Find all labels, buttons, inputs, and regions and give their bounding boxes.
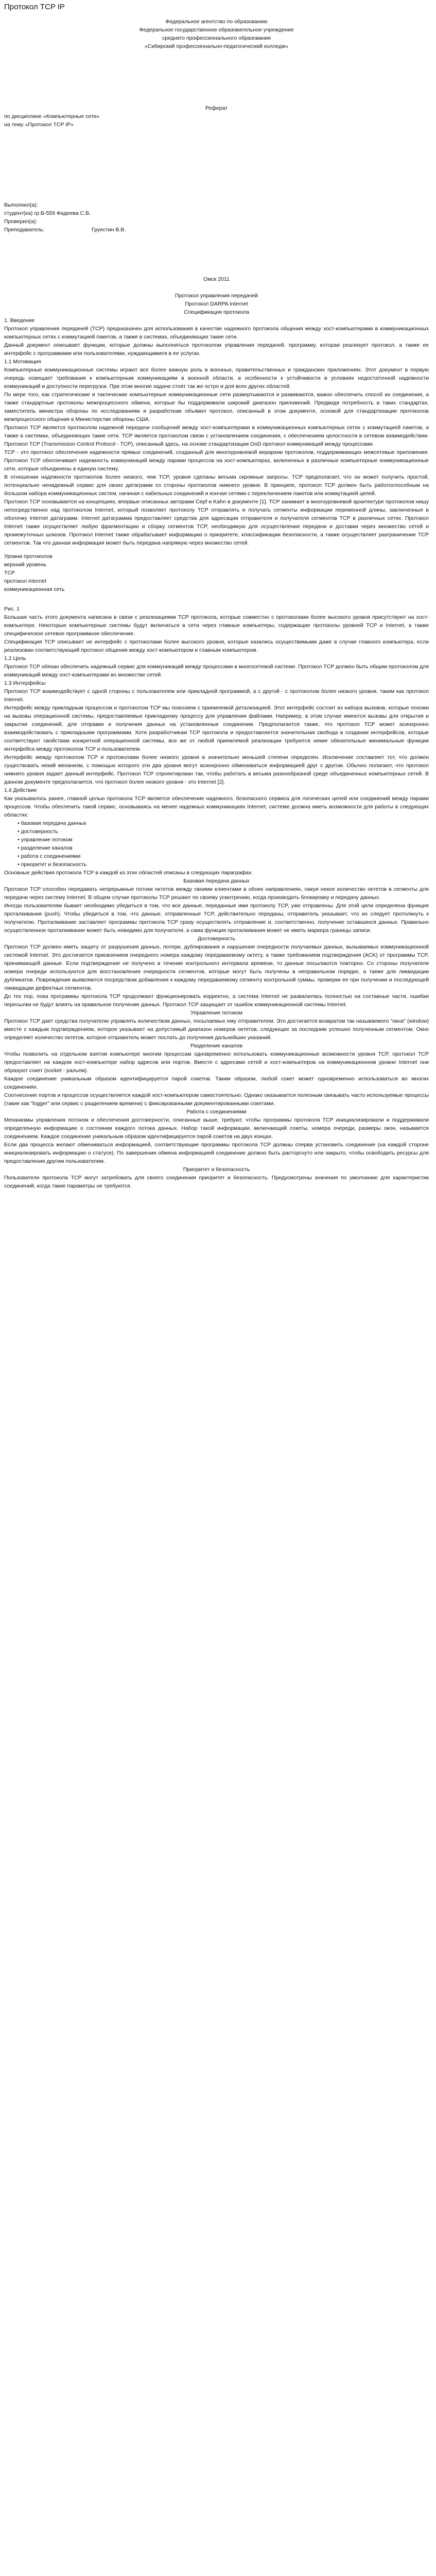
signature-row (4, 201, 429, 209)
signature-label: Проверил(а): (4, 218, 38, 225)
section-heading: Работа с соединениями (186, 1109, 247, 1115)
header-line: «Сибирский профессионально-педагогический колледж» (144, 43, 289, 49)
spacer (4, 547, 429, 552)
body-paragraph: В отношении надежности протоколов более низкого, чем TCP, уровня сделаны весьма скромные запросы. TCP предполагает, что он может получить простой, потенциально ненадежный сервис для своих датаграмм со стороны протоколов нижнего уровня. В принципе, протокол TCP должен быть работоспособным на большом набора коммуникационных систем, начиная с кабельных соединений и кончая сетями с переключением пакетов или коммутацией цепей. (4, 474, 429, 497)
body-paragraph: TCP - это протокол обеспечения надежности прямых соединений, созданный для многоуровневой иерархии протоколов, поддерживающих межсетевые приложения. Протокол TCP обеспечивает надежность коммуникаций между парами процессов на хост-компьютерах, включенных в различные компьютерные коммуникационные сети, которые объединены в единую систему. (4, 449, 429, 472)
body-paragraph: коммуникационная сеть (4, 586, 65, 592)
body-paragraph: Интерфейс между протоколом TCP и протоколами более низкого уровня в значительно меньшей степени определен. Исключение составляет тот, что должен существовать некий механизм, с помощью которого эти два уровня могут асинхронно обмениваться информацией друг с другом. Обычно полагают, что протокол нижнего уровня задает данный интерфейс. Протокол TCP спроектирован так, чтобы работать в весьма разнообразной среде объединенных компьютерных сетей. В данном документе предполагается, что протокол более низкого уровня - это Internet [2]. (4, 754, 429, 785)
bullet-item: • достоверность (18, 828, 58, 835)
bullet-item: • работа с соединениями (18, 853, 81, 859)
intro-line: Спецификация протокола (184, 309, 249, 315)
body-paragraph: Уровни протоколов (4, 553, 53, 560)
bullet-item: • управление потоком (18, 837, 73, 843)
body-paragraph: Протокол управления передачей (TCP) предназначен для использования в качестве надежного протокола общения между хост-компьютерами в коммуникационных компьютерных сетях с коммутацией пакетов, а также в системах, объединяющих такие сети. (4, 326, 429, 340)
body-paragraph: Протокол TCP обязан обеспечить надежный сервис для коммуникаций между процессами в многосетевой системе. Протокол TCP должен быть общим протоколом для коммуникаций между хост-компьютерами во множестве сетей. (4, 664, 429, 678)
signature-row (4, 209, 429, 217)
spacer (4, 129, 429, 201)
section-heading: 1.2 Цель (4, 655, 26, 662)
body-paragraph: Данный документ описывает функции, которые должны выполняться протоколом управления передачей, программу, которая реализует протокол, а также ее интерфейс с программами или пользователями, нуждающимися в ее услугах. (4, 342, 429, 357)
intro-block (4, 292, 429, 316)
intro-line: Протокол управления передачей (175, 293, 258, 299)
spacer (4, 50, 429, 104)
body-paragraph: Если два процесса желают обмениваться информацией, соответствующие программы протокола TCP должны сперва установить соединение (на каждой стороне инициализировать информацию о статусе). По завершении обмена информацией соединение должно быть расторгнуто или закрыто, чтобы освободить ресурсы для предоставления другим пользователям. (4, 1142, 429, 1164)
referat-label: Реферат (205, 105, 228, 111)
section-heading: Управление потоком (190, 1010, 242, 1016)
body-paragraph: До тех пор, пока программы протокола TCP продолжают функционировать корректно, а система Internet не развалилась полностью на составные части, ошибки пересылки не будут влиять на правильное получение данных. Протокол TCP защищает от ошибок коммуникационной системы Internet. (4, 993, 429, 1008)
document-title: Протокол TCP IP (4, 3, 65, 11)
body-paragraph: Компьютерные коммуникационные системы играют все более важную роль в военных, правительственных и гражданских приложениях. Этот документ в первую очередь освещает требования к компьютерным коммуникациям в военной области, в особенности к устойчивости в условиях недостаточной надежности коммуникаций и доступности перегрузок. При этом многие задачи стоят так же остро и для всех других областей. (4, 367, 429, 389)
referat-block (4, 104, 429, 129)
body-paragraph: TCP (4, 570, 15, 576)
body-paragraph: 1. Введение (4, 317, 35, 324)
body-paragraph: По мере того, как стратегические и тактические компьютерные коммуникационные сети развертываются и развиваются, важно обеспечить способ их соединения, а также стандартные протоколы межпроцессного обмена, которые бы поддерживали широкий диапазон приложений. Предвидя потребность в таких стандартах, заместитель министра обороны по исследованиям и разработкам объявил протокол, описанный в этом документе, основой для стандартизации протоколов межпроцессного общения в Министерстве обороны США. (4, 392, 429, 422)
section-heading: Достоверность (197, 936, 236, 942)
body-paragraph: Основные действия протокола TCP в каждой из этих областей описаны в следующих параграфах. (4, 870, 253, 876)
intro-line: Протокол DARPA Internet (185, 301, 248, 307)
signature-label: Преподаватель: (4, 227, 45, 233)
body-paragraph: Каждое соединение уникальным образом идентифицируется парой сокетов. Таким образом, любой сокет может одновременно использоваться во многих соединениях. (4, 1076, 429, 1090)
spacer (4, 594, 429, 600)
spacer (4, 234, 429, 275)
header-line: Федеральное агентство по образованию (165, 19, 268, 25)
section-heading: 1.4 Действие (4, 787, 37, 793)
body-paragraph: Иногда пользователям бывает необходимо убедиться в том, что все данные, переданные ими протоколу TCP, уже отправлены. Для этой цели определена функция проталкивания (push). Чтобы убедиться в том, что данные, отправленные TCP, действительно переданы, отправитель указывает, что их следует протолкнуть к получателю. Проталкивание заставляет программы протокола TCP сразу осуществлять отправление и, соответственно, получение оставшихся данных. Правильно осуществленное проталкивание может быть невидимо для получателя, а сама функция проталкивания может не иметь маркера границы записи. (4, 903, 429, 934)
body-paragraph: Протокол TCP способен передавать непрерывные потоки октетов между своими клиентами в обоих направлениях, пакуя некое количество октетов в сегменты для передачи через систему Internet. В общем случае протоколы TCP решают по своему усмотрению, когда производить блокировку и передачу данных. (4, 886, 429, 901)
section-heading: Разделение каналов (190, 1043, 242, 1049)
institution-header (4, 18, 429, 50)
body-paragraph: Большая часть этого документа написана в связи с реализациями TCP протокола, которые совместно с протоколами более высокого уровня присутствуют на хост-компьютере. Некоторые компьютерные системы будут включаться в сети через главные компьютеры, содержащие протоколы уровней TCP и Internet, а также специфическое сетевое программное обеспечение. (4, 614, 429, 637)
body-paragraph: Протокол TCP является протоколом надежной передачи сообщений между хост-компьютерами в коммуникационных компьютерных сетях с коммутацией пакетов, а также в системах, объединяющих такие сети. TCP является протоколом связи с установлением соединения, с обеспечением целостности в сетевом взаимодействии. Протокол TCP (Transmission Control Protocol - TCP), описанный здесь, на основе стандартизации ОоD протокол коммуникаций между процессами. (4, 425, 429, 447)
signature-row (4, 217, 429, 226)
body-paragraph: Спецификация TCP описывает не интерфейс с протоколами более высокого уровня, которые казались осуществимыми даже в случае главного компьютера, если реализован соответствующий протокол общения между хост-компьютером и главным компьютером. (4, 639, 429, 653)
body-paragraph: Соотнесение портов и процессов осуществляется каждой хост-компьютером самостоятельно. Однако оказывается полезным связывать часто используемые процессы (такие как "logger" или сервис с разделением времени) с фиксированными документированными сокетами. (4, 1092, 429, 1107)
document-page (0, 0, 436, 1206)
body-paragraph: протокол internet (4, 578, 47, 584)
section-heading: Базовая передача данных (183, 878, 250, 884)
signature-label: Выполнил(а): (4, 202, 38, 208)
body-paragraph: Протокол TCP дает средства получателю управлять количеством данных, посылаемых ему отправителем. Это достигается возвратом так называемого "окна" (window) вместе с каждым подтверждением, которое указывает на допустимый диапазон номеров октетов, следующих за последним успешно полученным сегментом. Окно определяет количество октетов, которое отправитель может послать до получения дальнейших указаний. (4, 1018, 429, 1041)
body-paragraph: Рис. 1 (4, 606, 20, 612)
bullet-item: • приоритет и безопасность (18, 861, 87, 868)
city-year: Омск 2011 (203, 276, 230, 282)
spacer (4, 600, 429, 605)
referat-discipline: по дисциплине «Компьютерные сети» (4, 113, 100, 120)
header-line: среднего профессионального образования (162, 35, 271, 41)
section-heading: 1.3 Интерфейсы (4, 680, 46, 686)
body-paragraph: Интерфейс между прикладным процессом и протоколом TCP мы поясняем с приемлемой детализацией. Этот интерфейс состоит из набора вызовов, которые похожи на вызовы операционной системы, предоставляемые прикладному процессу для управления файлами. Например, в этом случае имеются вызовы для открытия и закрытия соединений, для отправки и получения данных на установленные соединения. Предполагается также, что протокол TCP может асинхронно взаимодействовать с прикладными программами. Хотя разработчикам TCP протокола и предоставляется значительная свобода в создании интерфейсов, которые соответствуют свойствам конкретной операционной системы, все же от любой приемлемой реализации требуются некие обязательные минимальные функции интерфейса между протоколом TCP и пользователем. (4, 705, 429, 752)
body-paragraph: Как указывалось ранее, главной целью протокола TCP является обеспечение надежного, безопасного сервиса для логических цепей или соединений между парами процессов. Чтобы обеспечить такой сервис, основываясь на менее надежных коммуникациях Internet, системе должна иметь возможности для работы в следующих областях: (4, 795, 429, 818)
spacer (4, 283, 429, 292)
body-paragraph: Механизмы управления потоком и обеспечения достоверности, описанные выше, требуют, чтобы программы протокола TCP инициализировали и поддерживали определенную информацию о состоянии каждого потока данных. Набор такой информации, включающий сокеты, номера очереди, размеры окон, называется соединением. Каждое соединение уникальным образом идентифицируется парой сокетов на двух концах. (4, 1117, 429, 1140)
signature-value: Груестин В.В. (92, 227, 126, 233)
bullet-item: • базовая передача данных (18, 820, 86, 826)
body-paragraph: Протокол TCP взаимодействует с одной стороны с пользователем или прикладной программой, а с другой - с протоколом более низкого уровня, таким как протокол Internet. (4, 688, 429, 703)
body-paragraph: верхний уровень (4, 562, 47, 568)
body-paragraph: Протокол TCP должен иметь защиту от разрушения данных, потери, дублирования и нарушения очередности получаемых данных, вызываемых коммуникационной системой Internet. Это достигается присвоением очередного номера каждому передаваемому октету, а также требованием подтверждения (ACK) от программы TCP, принимающей данные. Если подтверждение не получено в течение контрольного интервала времени, то данные посылаются повторно. Со стороны получателя номера очереди используются для восстановления очередности сегментов, которые могут быть получены в неправильном порядке, а также для ликвидации дубликатов. Повреждения выявляются посредством добавления к каждому передаваемому сегменту контрольной суммы, проверки ее при получении и последующей ликвидации дефектных сегментов. (4, 944, 429, 991)
bullet-item: • разделение каналов (18, 845, 73, 851)
signature-row (4, 226, 429, 234)
section-heading: 1.1 Мотивация (4, 359, 41, 365)
document-body (4, 316, 429, 1190)
signature-block (4, 201, 429, 234)
body-paragraph: Чтобы позволить на отдельном взятом компьютере многим процессам одновременно использовать коммуникационные возможности уровня TCP, протокол TCP предоставляет на каждом хост-компьютере набор адресов или портов. Вместе с адресами сетей и хост-компьютеров на коммуникационном уровне Internet они образуют сокет (socket - разъем). (4, 1051, 429, 1074)
body-paragraph: Пользователи протокола TCP могут затребовать для своего соединения приоритет и безопасность. Предусмотрены значения по умолчанию для характеристик соединений, когда такие параметры не требуются. (4, 1175, 429, 1189)
signature-label: студент(ка) гр.В-559 Фадеева С.В. (4, 210, 91, 216)
header-line: Федеральное государственное образовательное учреждение (139, 27, 294, 33)
body-paragraph: Протокол TCP основывается на концепциях, впервые описанных авторами Серf и Kahn в документе [1]. TCP занимает в многоуровневой архитектуре протоколов нишу непосредственно над протоколом Internet, который позволяет протоколу TCP отправлять и получать сегменты информации переменной длины, заключенные в оболочку Internet датаграмм. Internet датаграмма предоставляет средства для адресации отправителя и получателя сегментов TCP в различных сетях. Протокол Internet также осуществляет любую фрагментацию и сборку сегментов TCP, необходимую для осуществления передачи и доставки через множество сетей и промежуточных шлюзов. Протокол Internet также обрабатывает информацию о приоритете, классификации безопасности, а также осуществляет разграничение TCP сегментов. Так что данная информация может быть передана напрямую через множество сетей. (4, 499, 429, 546)
section-heading: Приоритет и безопасность (183, 1166, 250, 1173)
referat-topic: на тему «Протокол TCP IP» (4, 122, 74, 128)
